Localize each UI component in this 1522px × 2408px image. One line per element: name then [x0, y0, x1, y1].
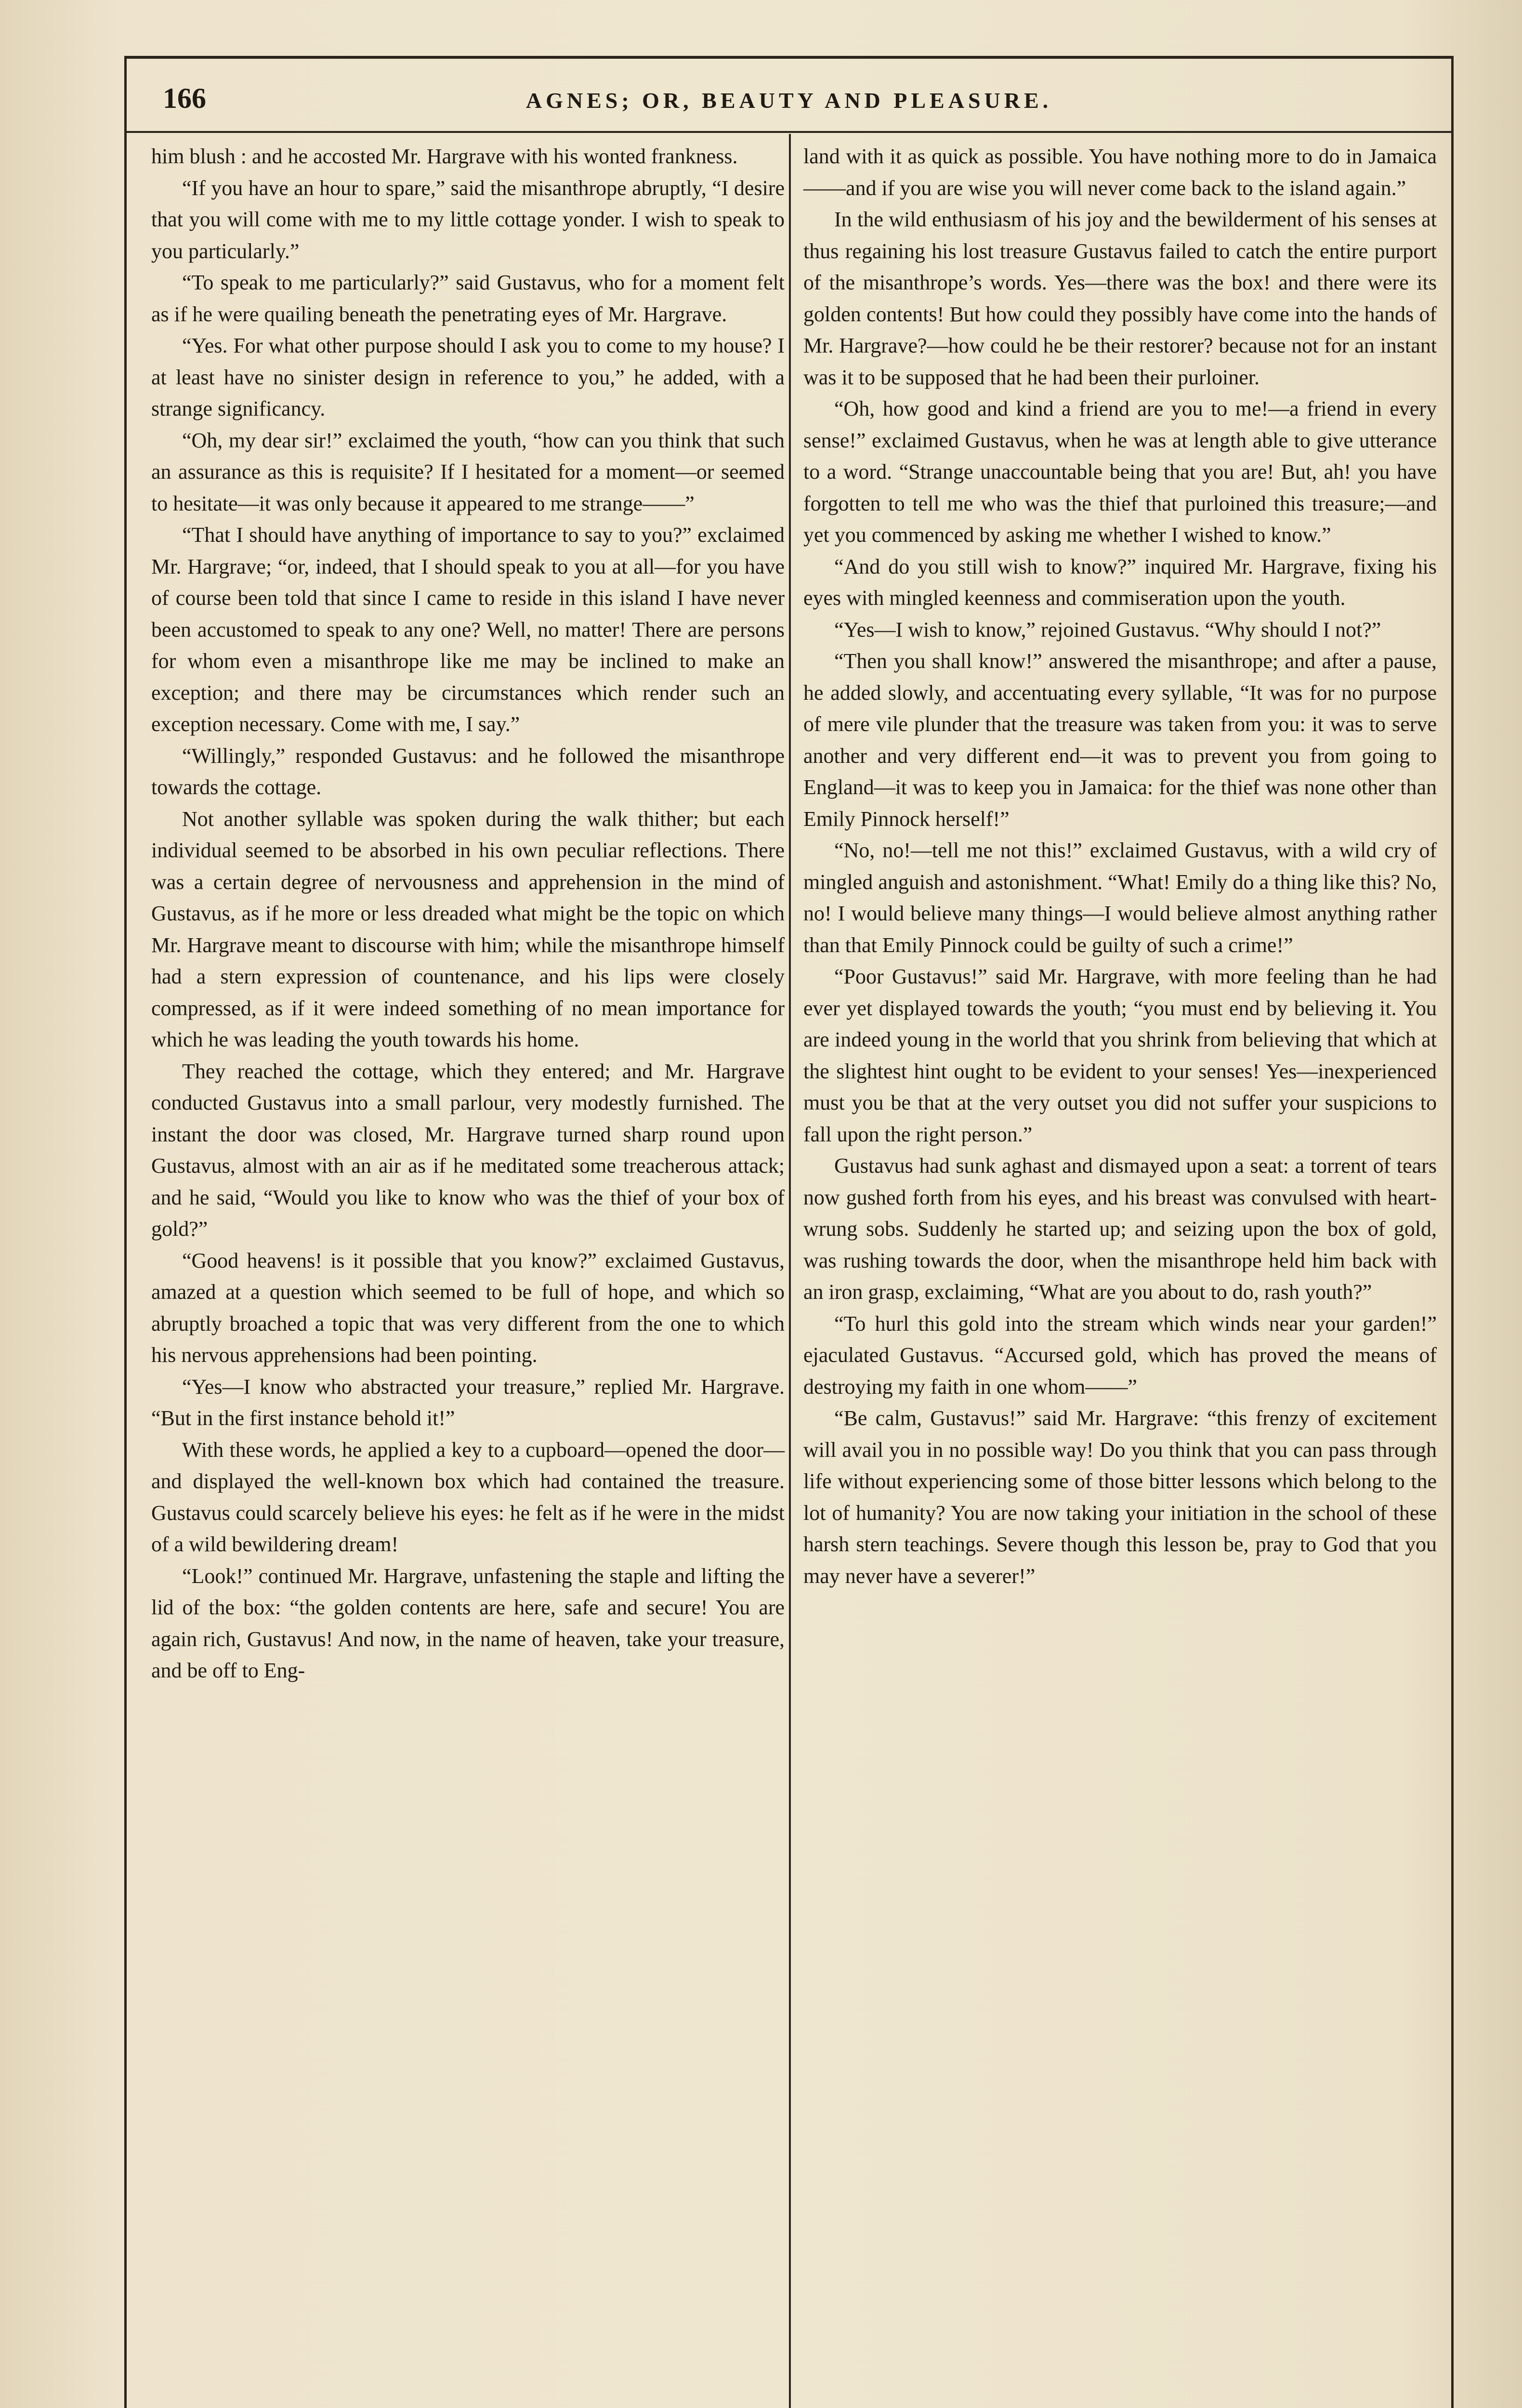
paragraph: Gustavus had sunk aghast and dismayed upon a seat: a torrent of tears now gushed forth from his eyes, and his breast was convulsed with heart-wrung sobs. Suddenly he started up; and seizing upon the box of gold, was rushing towards the door, when the misanthrope held him back with an iron grasp, exclaiming, “What are you about to do, rash youth?” [803, 1154, 1437, 1304]
paragraph: “If you have an hour to spare,” said the misanthrope abruptly, “I desire that you will come with me to my little cottage yonder. I wish to speak to you particularly.” [151, 176, 785, 263]
paragraph: him blush : and he accosted Mr. Hargrave with his wonted frankness. [151, 144, 738, 168]
paragraph: “Yes. For what other purpose should I ask you to come to my house? I at least have no sinister design in reference to you,” he added, with a strange significancy. [151, 334, 785, 420]
paragraph: Not another syllable was spoken during the walk thither; but each individual seemed to be absorbed in his own peculiar reflections. There was a certain degree of nervousness and apprehension in the mind of Gustavus, as if he more or less dreaded what might be the topic on which Mr. Hargrave meant to discourse with him; while the misanthrope himself had a stern expression of countenance, and his lips were closely compressed, as if it were indeed something of no mean importance for which he was leading the youth towards his home. [151, 807, 785, 1051]
paragraph: “And do you still wish to know?” inquired Mr. Hargrave, fixing his eyes with mingled keenness and commiseration upon the youth. [803, 554, 1437, 610]
paragraph: land with it as quick as possible. You have nothing more to do in Jamaica——and if you are wise you will never come back to the island again.” [803, 144, 1437, 200]
paragraph: “Poor Gustavus!” said Mr. Hargrave, with more feeling than he had ever yet displayed towards the youth; “you must end by believing it. You are indeed young in the world that you shrink from believing that which at the slightest hint ought to be evident to your senses! Yes—inexperienced must you be that at the very outset you did not suffer your suspicions to fall upon the right person.” [803, 965, 1437, 1146]
paragraph: “Good heavens! is it possible that you know?” exclaimed Gustavus, amazed at a question which seemed to be full of hope, and which so abruptly broached a topic that was very different from the one to which his nervous apprehensions had been pointing. [151, 1248, 785, 1367]
page-header [124, 59, 1454, 133]
paragraph: “Yes—I wish to know,” rejoined Gustavus. “Why should I not?” [834, 617, 1381, 641]
left-column [151, 141, 785, 1687]
paragraph: “Be calm, Gustavus!” said Mr. Hargrave: “this frenzy of excitement will avail you in no possible way! Do you think that you can pass through life without experiencing some of those bitter lessons which belong to the lot of humanity? You are now taking your initiation in the school of these harsh stern teachings. Severe though this lesson be, pray to God that you may never have a severer!” [803, 1406, 1437, 1588]
paragraph: “No, no!—tell me not this!” exclaimed Gustavus, with a wild cry of mingled anguish and astonishment. “What! Emily do a thing like this? No, no! I would believe many things—I would believe almost anything rather than that Emily Pinnock could be guilty of such a crime!” [803, 838, 1437, 957]
paragraph: “Oh, my dear sir!” exclaimed the youth, “how can you think that such an assurance as this is requisite? If I hesitated for a moment—or seemed to hesitate—it was only because it appeared to me strange——” [151, 428, 785, 515]
paragraph: “Then you shall know!” answered the misanthrope; and after a pause, he added slowly, and accentuating every syllable, “It was for no purpose of mere vile plunder that the treasure was taken from you: it was to serve another and very different end—it was to prevent you from going to England—it was to keep you in Jamaica: for the thief was none other than Emily Pinnock herself!” [803, 649, 1437, 831]
paragraph: “Willingly,” responded Gustavus: and he followed the misanthrope towards the cottage. [151, 744, 785, 799]
paragraph: “To speak to me particularly?” said Gustavus, who for a moment felt as if he were quailing beneath the penetrating eyes of Mr. Hargrave. [151, 271, 785, 326]
running-title: AGNES; OR, BEAUTY AND PLEASURE. [525, 88, 1052, 113]
paragraph: “Oh, how good and kind a friend are you to me!—a friend in every sense!” exclaimed Gustavus, when he was at length able to give utterance to a word. “Strange unaccountable being that you are! But, ah! you have forgotten to tell me who was the thief that purloined this treasure;—and yet you commenced by asking me whether I wished to know.” [803, 397, 1437, 547]
paragraph: “That I should have anything of importance to say to you?” exclaimed Mr. Hargrave; “or, indeed, that I should speak to you at all—for you have of course been told that since I came to reside in this island I have never been accustomed to speak to any one? Well, no matter! There are persons for whom even a misanthrope like me may be inclined to make an exception; and there may be circumstances which render such an exception necessary. Come with me, I say.” [151, 523, 785, 736]
paragraph: They reached the cottage, which they entered; and Mr. Hargrave conducted Gustavus into a small parlour, very modestly furnished. The instant the door was closed, Mr. Hargrave turned sharp round upon Gustavus, almost with an air as if he meditated some treacherous attack; and he said, “Would you like to know who was the thief of your box of gold?” [151, 1059, 785, 1241]
paragraph: “Look!” continued Mr. Hargrave, unfastening the staple and lifting the lid of the box: “the golden contents are here, safe and secure! You are again rich, Gustavus! And now, in the name of heaven, take your treasure, and be off to Eng- [151, 1564, 785, 1682]
page-number: 166 [163, 82, 206, 114]
paragraph: In the wild enthusiasm of his joy and the bewilderment of his senses at thus regaining his lost treasure Gustavus failed to catch the entire purport of the misanthrope’s words. Yes—there was the box! and there were its golden contents! But how could they possibly have come into the hands of Mr. Hargrave?—how could he be their restorer? because not for an instant was it to be supposed that he had been their purloiner. [803, 208, 1437, 389]
paragraph: “To hurl this gold into the stream which winds near your garden!” ejaculated Gustavus. “Accursed gold, which has proved the means of destroying my faith in one whom——” [803, 1311, 1437, 1399]
paragraph: “Yes—I know who abstracted your treasure,” replied Mr. Hargrave. “But in the first instance behold it!” [151, 1374, 785, 1430]
right-column [803, 141, 1437, 1592]
paragraph: With these words, he applied a key to a cupboard—opened the door—and displayed the well-known box which had contained the treasure. Gustavus could scarcely believe his eyes: he felt as if he were in the midst of a wild bewildering dream! [151, 1438, 785, 1556]
column-divider [789, 134, 791, 2408]
